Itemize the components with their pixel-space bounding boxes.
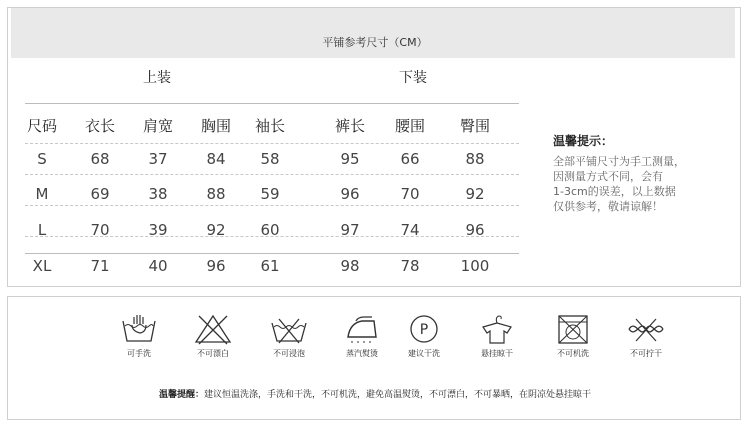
size-label: S: [37, 150, 47, 168]
table-cell: 96: [206, 257, 226, 275]
table-cell: 84: [206, 150, 226, 168]
table-cell: 61: [260, 257, 280, 275]
group-label-top: 上装: [143, 70, 171, 86]
tip-body: 全部平铺尺寸为手工测量， 因测量方式不同，会有 1-3cm的误差，以上数据 仅供参考，敬请谅解！: [553, 155, 685, 213]
table-rule: [25, 253, 519, 254]
table-cell: 88: [206, 185, 226, 203]
table-cell: 66: [400, 150, 420, 168]
table-cell: 88: [465, 150, 485, 168]
care-item: [181, 313, 245, 359]
care-label: 建议干洗: [408, 349, 440, 358]
size-chart-title: 平铺参考尺寸（CM）: [322, 36, 428, 49]
svg-text:P: P: [419, 322, 429, 338]
size-label: XL: [32, 257, 52, 275]
no-soak-icon: [269, 313, 309, 345]
table-cell: 69: [90, 185, 110, 203]
column-header: 裤长: [334, 117, 365, 135]
care-item: [107, 313, 171, 359]
care-label: 悬挂晾干: [481, 349, 513, 358]
care-note-text: 建议恒温洗涤，手洗和干洗，不可机洗，避免高温熨烫，不可漂白，不可暴晒，在阴凉处悬挂晾干: [204, 390, 592, 400]
title-bar: [11, 8, 735, 58]
table-rule: [25, 143, 519, 144]
care-item: [614, 313, 678, 359]
care-item: [330, 313, 394, 359]
table-rule: [25, 174, 519, 175]
care-label: 不可拧干: [630, 349, 662, 358]
table-rule: [25, 103, 519, 104]
table-cell: 59: [260, 185, 280, 203]
table-cell: 97: [340, 221, 360, 239]
table-cell: 40: [148, 257, 168, 275]
tip-title: 温馨提示：: [553, 134, 614, 148]
table-cell: 92: [206, 221, 226, 239]
care-label: 不可浸泡: [273, 349, 305, 358]
no-wring-icon: [626, 313, 666, 345]
size-label: M: [35, 185, 49, 203]
table-cell: 74: [400, 221, 420, 239]
group-label-bottom: 下装: [399, 70, 427, 86]
column-header: 衣长: [84, 117, 115, 135]
care-item: [541, 313, 605, 359]
hand-wash-icon: [119, 313, 159, 345]
care-label: 不可漂白: [197, 349, 229, 358]
table-cell: 70: [400, 185, 420, 203]
table-cell: 78: [400, 257, 420, 275]
care-item: [465, 313, 529, 359]
care-item: [257, 313, 321, 359]
table-cell: 92: [465, 185, 485, 203]
table-cell: 98: [340, 257, 360, 275]
column-header: 胸围: [200, 117, 231, 135]
hang-dry-icon: [477, 313, 517, 345]
dry-clean-icon: [404, 313, 444, 345]
care-label: 可手洗: [127, 349, 151, 358]
table-cell: 95: [340, 150, 360, 168]
table-cell: 70: [90, 221, 110, 239]
table-cell: 96: [340, 185, 360, 203]
care-label: 蒸汽熨烫: [346, 349, 378, 358]
table-cell: 37: [148, 150, 168, 168]
table-cell: 100: [460, 257, 490, 275]
table-cell: 39: [148, 221, 168, 239]
size-label: L: [37, 221, 47, 239]
column-header: 腰围: [394, 117, 425, 135]
table-cell: 38: [148, 185, 168, 203]
table-rule: [25, 205, 519, 206]
column-header: 臀围: [459, 117, 490, 135]
table-cell: 68: [90, 150, 110, 168]
column-header: 尺码: [26, 117, 57, 135]
column-header: 袖长: [254, 117, 285, 135]
no-bleach-icon: [193, 313, 233, 345]
care-item: [392, 313, 456, 359]
care-label: 不可机洗: [557, 349, 589, 358]
column-header: 肩宽: [142, 117, 173, 135]
table-cell: 60: [260, 221, 280, 239]
care-note-label: 温馨提醒：: [158, 390, 204, 400]
care-note: [0, 387, 750, 400]
table-cell: 71: [90, 257, 110, 275]
table-cell: 96: [465, 221, 485, 239]
no-machine-wash-icon: [553, 313, 593, 345]
table-cell: 58: [260, 150, 280, 168]
steam-iron-icon: [342, 313, 382, 345]
